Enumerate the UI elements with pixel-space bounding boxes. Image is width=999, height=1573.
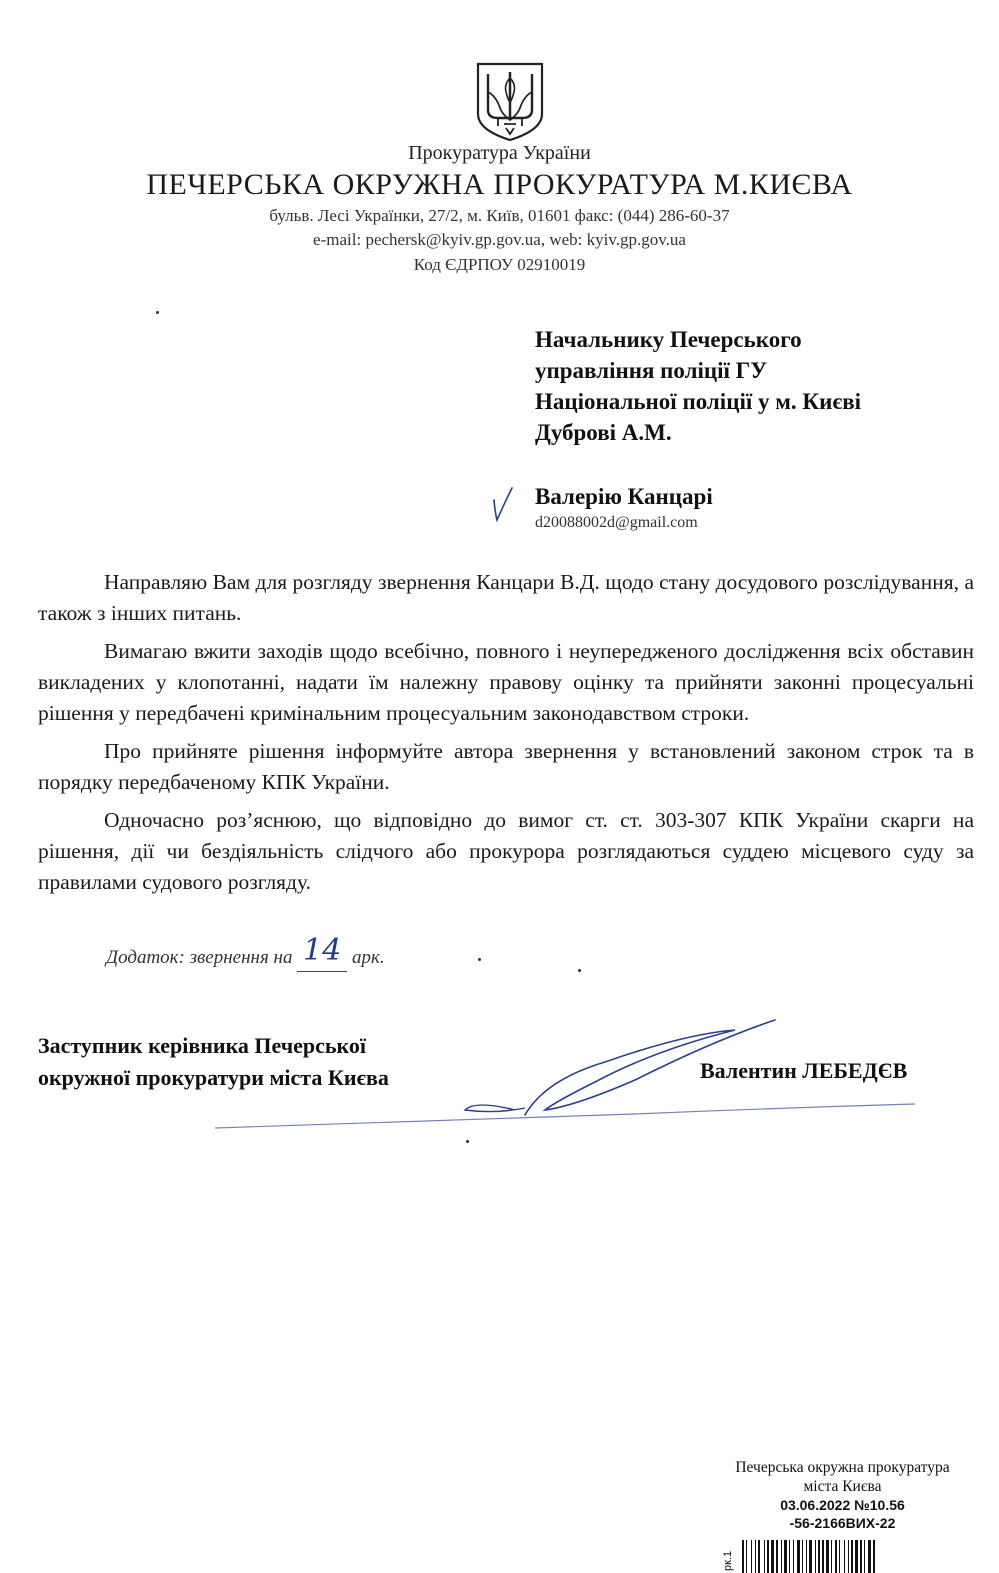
attachment-line [106, 933, 385, 972]
recipient-line: управління поліції ГУ [535, 358, 768, 383]
body-paragraph: Направляю Вам для розгляду звернення Канцари В.Д. щодо стану досудового розслідування, а також з інших питань. [38, 570, 974, 625]
attachment-prefix: Додаток: звернення на [106, 947, 293, 968]
recipient-block [535, 324, 861, 448]
recipient-line: Начальнику Печерського [535, 327, 802, 352]
stamp-reg-number: -56-2166ВИХ-22 [789, 1515, 896, 1531]
signer-name: Валентин ЛЕБЕДЄВ [700, 1058, 908, 1083]
scan-speck [156, 311, 159, 314]
org-name: ПЕЧЕРСЬКА ОКРУЖНА ПРОКУРАТУРА М.КИЄВА [146, 168, 853, 201]
barcode-side-text: рк.1 [722, 1550, 734, 1571]
letter-body [38, 567, 974, 905]
second-recipient [535, 481, 713, 534]
barcode-icon [740, 1540, 995, 1573]
scan-speck [578, 969, 581, 972]
org-parent-name: Прокуратура України [408, 142, 591, 164]
org-code: Код ЄДРПОУ 02910019 [413, 255, 586, 274]
recipient-line: Національної поліції у м. Києві [535, 389, 862, 414]
scan-speck [466, 1140, 469, 1143]
body-paragraph: Одночасно роз’яснюю, що відповідно до вимог ст. ст. 303-307 КПК України скарги на рішення, дії чи бездіяльність слідчого або прокурора розглядаються суддею місцевого суду за правилами судового розгляду. [38, 808, 974, 894]
attachment-suffix: арк. [351, 947, 385, 968]
handwritten-check-icon [488, 482, 518, 524]
signer-title-line: Заступник керівника Печерської [38, 1033, 367, 1058]
recipient-line: Дуброві А.М. [535, 420, 672, 445]
scan-speck [478, 958, 481, 961]
registration-stamp [690, 1458, 995, 1532]
signer-title [38, 1030, 389, 1094]
stamp-org-line: міста Києва [803, 1478, 882, 1495]
attachment-count-field [297, 933, 347, 972]
stamp-org-line: Печерська окружна прокуратура [735, 1459, 950, 1476]
org-contacts: e-mail: pechersk@kyiv.gp.gov.ua, web: kyiv.gp.gov.ua [313, 230, 686, 249]
stamp-reg-number: 03.06.2022 №10.56 [780, 1497, 905, 1513]
body-paragraph: Про прийняте рішення інформуйте автора звернення у встановлений законом строк та в порядку передбаченому КПК України. [38, 739, 974, 794]
signer-title-line: окружної прокуратури міста Києва [38, 1065, 389, 1090]
body-paragraph: Вимагаю вжити заходів щодо всебічно, повного і неупередженого дослідження всіх обставин викладених у клопотанні, надати їм належну правову оцінку та прийняти законні процесуальні рішення у передбачені кримінальним процесуальним законодавством строки. [38, 639, 974, 725]
barcode-side-label [720, 1541, 736, 1573]
second-recipient-email: d20088002d@gmail.com [535, 514, 698, 531]
attachment-count: 14 [303, 933, 342, 968]
trident-emblem-icon [470, 58, 550, 144]
org-address: бульв. Лесі Українки, 27/2, м. Київ, 01601 факс: (044) 286-60-37 [269, 206, 730, 225]
second-recipient-name: Валерію Канцарі [535, 484, 713, 509]
